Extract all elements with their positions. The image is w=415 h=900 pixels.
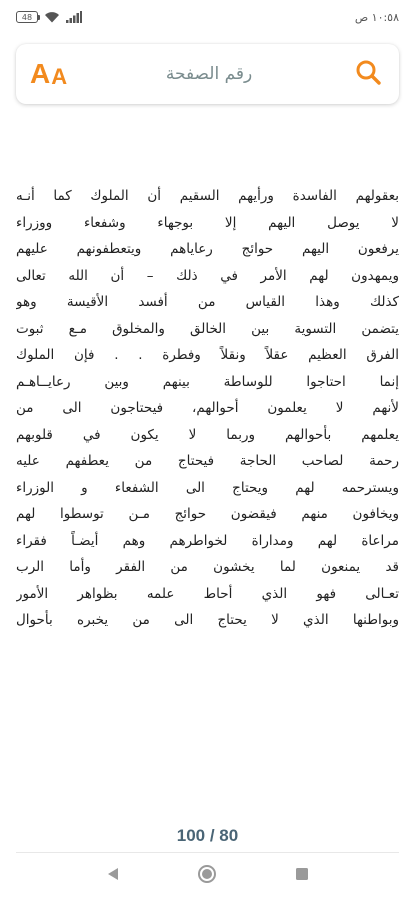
text-line: يعلمهم بأحوالهم وربما لا يكون في قلوبهم: [16, 426, 399, 443]
back-button[interactable]: [98, 861, 128, 891]
wifi-icon: [44, 11, 60, 23]
home-button[interactable]: [192, 861, 222, 891]
text-line: لأنهم لا يعلمون أحوالهم، فيحتاجون الى من: [16, 400, 399, 416]
page-search-bar: [16, 44, 399, 104]
page-number-input[interactable]: [67, 63, 351, 85]
book-page-text: [16, 183, 399, 634]
text-line: الفرق العظيم عقلاً ونقلاً وفطرة . . فإن الملوك: [16, 347, 399, 363]
text-line: كذلك وهذا القياس من أفسد الأقيسة وهو: [16, 294, 399, 310]
text-line: لا يوصل اليهم إلا بوجهاء وشفعاء ووزراء: [16, 214, 399, 231]
font-size-big-letter: A: [30, 58, 51, 89]
text-line: إنما احتاجوا للوساطة بينهم وبين رعايــاهـم: [16, 373, 399, 390]
battery-level: 48: [21, 12, 33, 22]
text-line: ويمهدون لهم الأمر في ذلك – أن الله تعالى: [16, 267, 399, 284]
search-icon: [354, 58, 382, 90]
text-line: وبواطنها الذي لا يحتاج الى من يخبره بأحوال: [16, 612, 399, 628]
text-line: يرفعون اليهم حوائج رعاياهم ويتعطفونهم عليهم: [16, 241, 399, 257]
status-bar: [0, 0, 415, 34]
recents-icon: [295, 866, 309, 885]
search-button[interactable]: [351, 57, 385, 91]
back-icon: [106, 866, 120, 885]
text-line: بعقولهم الفاسدة ورأيهم السقيم أن الملوك كما أنـه: [16, 188, 399, 204]
text-line: ويخافون منهم فيقضون حوائج مـن توسطوا لهم: [16, 506, 399, 522]
text-line: قد يمنعون لما يخشون من الفقر وأما الرب: [16, 559, 399, 575]
text-line: يتضمن التسوية بين الخالق والمخلوق مـع ثبوت: [16, 320, 399, 337]
status-icons: [16, 11, 82, 23]
battery-icon: [16, 11, 38, 23]
page-indicator: 100 / 80: [176, 826, 239, 845]
text-line: مراعاة لهم ومداراة لخواطرهم وهم أيضـاً فقراء: [16, 532, 399, 549]
status-time: ١٠:٥٨ ص: [354, 10, 399, 24]
recents-button[interactable]: [287, 861, 317, 891]
font-size-small-letter: A: [51, 64, 68, 89]
font-size-button[interactable]: [30, 60, 67, 88]
home-icon: [197, 864, 217, 888]
text-line: رحمة لصاحب الحاجة فيحتاج من يعطفهم عليه: [16, 453, 399, 469]
text-line: ويسترحمه لهم ويحتاج الى الشفعاء و الوزراء: [16, 479, 399, 496]
text-line: تعـالى فهو الذي أحاط علمه بظواهر الأمور: [16, 585, 399, 602]
system-navigation-bar: [16, 852, 399, 898]
signal-icon: [66, 11, 82, 23]
